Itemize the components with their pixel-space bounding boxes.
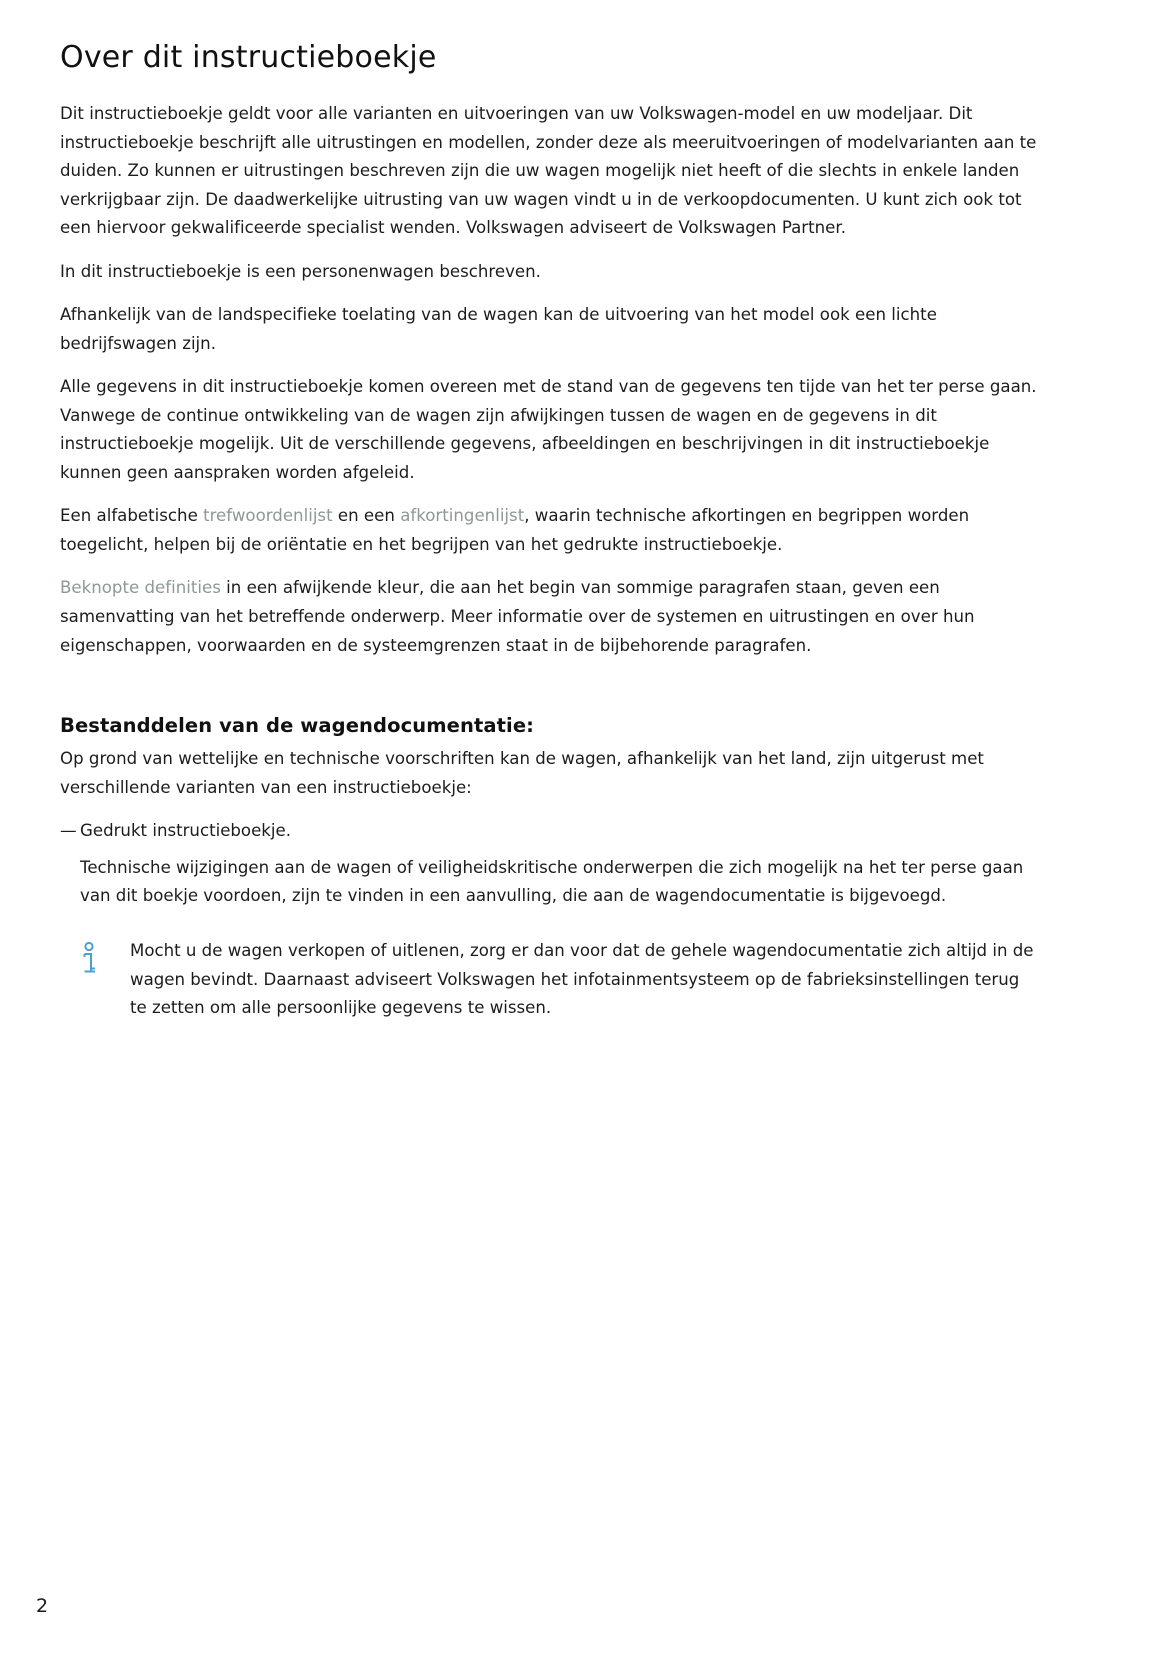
intro-paragraph-4: Alle gegevens in dit instructieboekje komen overeen met de stand van de gegevens ten tijde van het ter perse gaan. Vanwege de continue ontwikkeling van de wagen zijn afwijkingen tussen de wagen en de gegevens in dit instructieboekje mogelijk. Uit de verschillende gegevens, afbeeldingen en beschrijvingen in dit instructieboekje kunnen geen aanspraken worden afgeleid. bbox=[60, 377, 1037, 482]
paragraph-6-rest: in een afwijkende kleur, die aan het begin van sommige paragrafen staan, geven een samenvatting van het betreffende onderwerp. Meer informatie over de systemen en uitrustingen en over hun eigenschappen, voorwaarden en de systeemgrenzen staat in de bijbehorende paragrafen. bbox=[60, 578, 975, 655]
intro-paragraph-1: Dit instructieboekje geldt voor alle varianten en uitvoeringen van uw Volkswagen-model en uw modeljaar. Dit instructieboekje beschrijft alle uitrustingen en modellen, zonder deze als meeruitvoeringen of modelvarianten aan te duiden. Zo kunnen er uitrustingen beschreven zijn die uw wagen mogelijk niet heeft of die slechts in enkele landen verkrijgbaar zijn. De daadwerkelijke uitrusting van uw wagen vindt u in de verkoopdocumenten. U kunt zich ook tot een hiervoor gekwalificeerde specialist wenden. Volkswagen adviseert de Volkswagen Partner. bbox=[60, 104, 1037, 238]
intro-paragraph-3: Afhankelijk van de landspecifieke toelating van de wagen kan de uitvoering van het model ook een lichte bedrijfswagen zijn. bbox=[60, 305, 937, 353]
brief-definitions-term: Beknopte definities bbox=[60, 578, 221, 598]
page-number: 2 bbox=[36, 1595, 49, 1617]
page-title: Over dit instructieboekje bbox=[60, 40, 437, 75]
list-item bbox=[60, 817, 1040, 846]
dash-bullet-icon: — bbox=[60, 821, 77, 841]
info-note-text: Mocht u de wagen verkopen of uitlenen, zorg er dan voor dat de gehele wagendocumentatie zich altijd in de wagen bevindt. Daarnaast adviseert Volkswagen het infotainmentsysteem op de fabrieksinstellingen terug te zetten om alle persoonlijke gegevens te wissen. bbox=[130, 941, 1034, 1018]
intro-paragraph-6 bbox=[60, 574, 1040, 660]
keyword-index-link[interactable]: trefwoordenlijst bbox=[203, 506, 333, 526]
list-item-label: Gedrukt instructieboekje. bbox=[80, 821, 291, 841]
section-spacer bbox=[60, 675, 1040, 713]
intro-paragraph-5 bbox=[60, 502, 1040, 559]
paragraph-5-suffix: , waarin technische afkortingen en begrippen worden toegelicht, helpen bij de oriëntatie en het begrijpen van het gedrukte instructieboekje. bbox=[60, 506, 970, 554]
intro-paragraph-2: In dit instructieboekje is een personenwagen beschreven. bbox=[60, 261, 541, 281]
section-lead-paragraph: Op grond van wettelijke en technische voorschriften kan de wagen, afhankelijk van het land, zijn uitgerust met verschillende varianten van een instructieboekje: bbox=[60, 749, 984, 797]
paragraph-5-middle: en een bbox=[332, 506, 401, 526]
section-heading: Bestanddelen van de wagendocumentatie: bbox=[60, 714, 535, 738]
paragraph-5-prefix: Een alfabetische bbox=[60, 506, 204, 526]
info-icon bbox=[78, 937, 104, 975]
page-content bbox=[60, 40, 1040, 1023]
list-item-detail: Technische wijzigingen aan de wagen of veiligheidskritische onderwerpen die zich mogelijk na het ter perse gaan van dit boekje voordoen, zijn te vinden in een aanvulling, die aan de wagendocumentatie is bijgevoegd. bbox=[80, 857, 1024, 906]
abbreviation-list-link[interactable]: afkortingenlijst bbox=[400, 506, 525, 526]
info-note bbox=[60, 937, 1040, 1023]
